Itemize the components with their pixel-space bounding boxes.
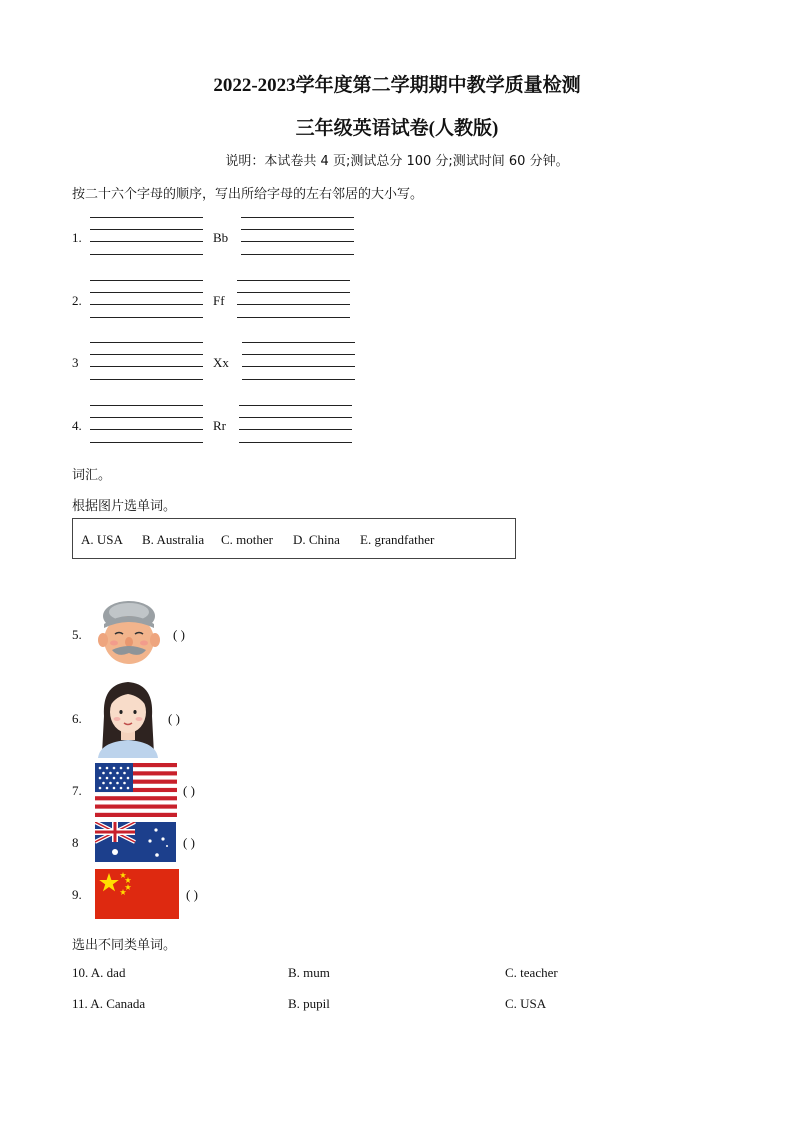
grandfather-icon <box>94 598 164 668</box>
answer-line[interactable] <box>90 417 203 418</box>
option-a: A. USA <box>81 532 123 547</box>
answer-line[interactable] <box>242 379 355 380</box>
answer-blank[interactable]: ( ) <box>183 835 195 850</box>
item-number: 9. <box>72 887 82 902</box>
section1-instruction: 按二十六个字母的顺序，写出所给字母的左右邻居的大小写。 <box>72 187 424 202</box>
choice-c: C. teacher <box>505 965 558 980</box>
answer-line[interactable] <box>90 229 203 230</box>
answer-blank[interactable]: ( ) <box>173 627 185 642</box>
page-subtitle: 三年级英语试卷(人教版) <box>295 118 499 139</box>
australia-flag-icon <box>95 822 176 862</box>
answer-line[interactable] <box>242 354 355 355</box>
answer-line[interactable] <box>239 405 352 406</box>
answer-line[interactable] <box>90 379 203 380</box>
given-letters: Ff <box>213 293 225 308</box>
item-number: 3 <box>72 355 79 370</box>
answer-line[interactable] <box>242 342 355 343</box>
item-number: 1. <box>72 230 82 245</box>
option-b: B. Australia <box>142 532 205 547</box>
option-d: D. China <box>293 532 340 547</box>
item-number: 2. <box>72 293 82 308</box>
answer-line[interactable] <box>90 280 203 281</box>
answer-line[interactable] <box>90 442 203 443</box>
answer-line[interactable] <box>237 280 350 281</box>
answer-line[interactable] <box>90 429 203 430</box>
given-letters: Bb <box>213 230 229 245</box>
answer-line[interactable] <box>237 317 350 318</box>
answer-blank[interactable]: ( ) <box>168 711 180 726</box>
section2-instruction: 根据图片选单词。 <box>72 499 177 514</box>
given-letters: Xx <box>213 355 229 370</box>
answer-blank[interactable]: ( ) <box>183 783 195 798</box>
china-flag-icon <box>95 869 179 919</box>
answer-line[interactable] <box>237 304 350 305</box>
answer-line[interactable] <box>90 366 203 367</box>
answer-line[interactable] <box>90 354 203 355</box>
answer-line[interactable] <box>239 417 352 418</box>
answer-line[interactable] <box>241 229 354 230</box>
section2-heading: 词汇。 <box>72 468 112 483</box>
option-e: E. grandfather <box>360 532 435 547</box>
answer-line[interactable] <box>90 254 203 255</box>
section3-instruction: 选出不同类单词。 <box>72 938 177 953</box>
answer-line[interactable] <box>241 254 354 255</box>
answer-line[interactable] <box>239 429 352 430</box>
item-number: 4. <box>72 418 82 433</box>
answer-line[interactable] <box>241 217 354 218</box>
answer-line[interactable] <box>90 292 203 293</box>
option-c: C. mother <box>221 532 273 547</box>
answer-line[interactable] <box>90 217 203 218</box>
item-number: 8 <box>72 835 79 850</box>
choice-c: C. USA <box>505 996 547 1011</box>
answer-line[interactable] <box>237 292 350 293</box>
answer-line[interactable] <box>90 317 203 318</box>
item-number: 6. <box>72 711 82 726</box>
choice-a: 10. A. dad <box>72 965 126 980</box>
answer-line[interactable] <box>90 342 203 343</box>
answer-line[interactable] <box>90 304 203 305</box>
page-title: 2022-2023学年度第二学期期中教学质量检测 <box>213 75 581 96</box>
choice-a: 11. A. Canada <box>72 996 146 1011</box>
choice-b: B. mum <box>288 965 330 980</box>
mother-icon <box>94 676 162 758</box>
answer-line[interactable] <box>241 241 354 242</box>
usa-flag-icon <box>95 763 177 817</box>
answer-line[interactable] <box>90 405 203 406</box>
exam-note: 说明：本试卷共 4 页;测试总分 100 分;测试时间 60 分钟。 <box>225 154 569 169</box>
answer-line[interactable] <box>239 442 352 443</box>
answer-blank[interactable]: ( ) <box>186 887 198 902</box>
given-letters: Rr <box>213 418 226 433</box>
choice-b: B. pupil <box>288 996 330 1011</box>
answer-line[interactable] <box>90 241 203 242</box>
answer-line[interactable] <box>242 366 355 367</box>
item-number: 7. <box>72 783 82 798</box>
item-number: 5. <box>72 627 82 642</box>
